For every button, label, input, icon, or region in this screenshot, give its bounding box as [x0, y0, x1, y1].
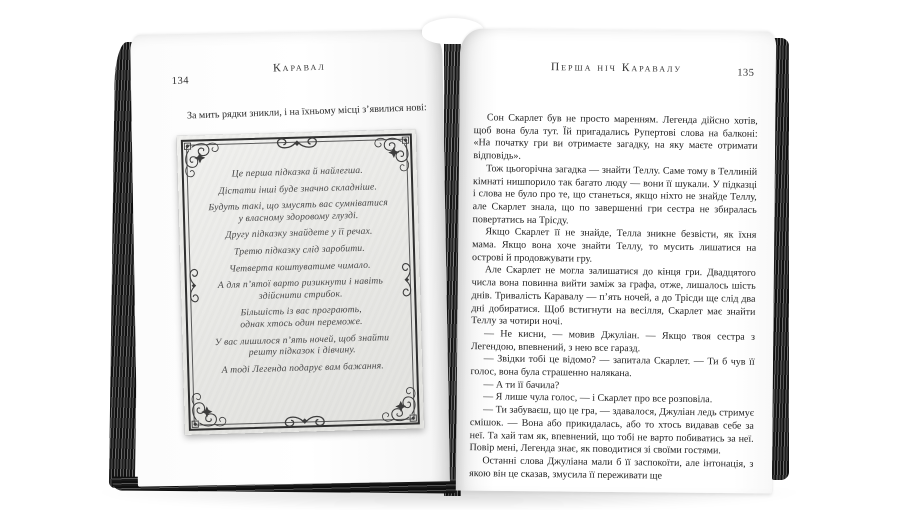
paragraph: Сон Скарлет був не просто маренням. Легенда дійсно хотів, щоб вона була тут. Їй пригадались Рупертові слова на балконі: «На початку гри ви отримаєте загадку, на яку маєте отримати відповідь». — [473, 112, 758, 162]
left-page-content — [126, 27, 454, 490]
paragraph: Якщо Скарлет її не знайде, Телла зникне безвісти, як їхня мама. Якщо вона хоче знайти Теллу, то мусить лишатися на острові й продовжувати гру. — [471, 226, 757, 265]
paragraph: — Ти забуваєш, що це гра, — здавалося, Джуліан ледь стримує смішок. — Вона або прикидалась, або то хтось видавав себе за неї. Та хай там як, впевнений, що тобі не варто побиватись за неї. Повір мені, Легенда знає, як поводитися зі своїми гостями. — [469, 404, 755, 457]
right-page — [456, 28, 776, 493]
right-page-number: 135 — [737, 67, 755, 79]
note-line: Четверта коштуватиме чимало. — [229, 258, 371, 274]
riddle-note-card — [177, 129, 424, 435]
left-page-number: 134 — [171, 75, 190, 88]
corner-flourish-icon — [373, 378, 418, 423]
note-line: У вас лишилося п’ять ночей, щоб знайти — [214, 331, 390, 348]
note-line: Другу підказку знайдете у її речах. — [225, 225, 373, 241]
paragraph: Але Скарлет не могла залишатися до кінця гри. Двадцятого числа вона повинна вийти заміж за графа, отже, лишалось шість днів. Тривалість Каравалу — п’ять ночей, а до Трісди ще слід два дні добиратися. Щоб встигнути на весілля, Скарлет має знайти Теллу за чотири ночі. — [471, 264, 756, 328]
left-running-head: Каравал — [272, 60, 326, 75]
note-stanza — [200, 163, 395, 180]
note-line: А тоді Легенда подарує вам бажання. — [221, 359, 384, 376]
note-line: Дістати інші буде значно складніше. — [218, 180, 378, 196]
right-page-content — [455, 28, 777, 494]
corner-flourish-icon — [190, 383, 235, 428]
note-stanza — [202, 258, 397, 275]
note-line: А для п’ятої варто ризикнути і навіть — [217, 275, 384, 291]
note-stanza — [200, 180, 395, 197]
open-book — [104, 18, 794, 500]
note-stanza — [204, 331, 400, 360]
left-page — [130, 29, 450, 486]
note-stanza — [203, 275, 399, 304]
note-line: здійснити стрибок. — [258, 287, 343, 302]
note-line: Це перша підказка й найлегша. — [231, 164, 363, 180]
right-header-row — [474, 52, 758, 86]
paragraph: Тож цьогорічна загадка — знайти Теллу. Саме тому в Теллиній кімнаті нишпорило так багато люду — вони її шукали. У підказці і слова не було про те, що станеться, якщо ніхто не знайде Теллу, але Скарлет знала, що по завершенні гри сестра не збиралась повертатись на Трісду. — [472, 163, 758, 227]
intro-paragraph: За мить рядки зникли, і на їхньому місці з’явилися нові: — [186, 102, 427, 122]
note-line: Третю підказку слід заробити. — [233, 242, 365, 257]
right-page-paragraphs — [469, 112, 758, 484]
right-running-head: Перша ніч Каравалу — [550, 61, 683, 75]
paragraph: — Не кисни, — мовив Джуліан. — Якщо твоя сестра з Легендою, впевнений, з нею все гаразд. — [470, 328, 756, 354]
note-line: решту підказок і дівчину. — [248, 343, 356, 358]
left-header-row — [171, 51, 428, 90]
paragraph: — Я лише чула голос, — і Скарлет про все розповіла. — [483, 391, 713, 406]
paragraph: — А ти її бачила? — [483, 379, 560, 392]
note-stanza — [204, 303, 400, 332]
paragraph: Останні слова Джуліана мали б її заспокоїти, але інтонація, з якою він це сказав, змусила її переживати ще — [469, 455, 754, 482]
paragraph: — Звідки тобі це відомо? — запитала Скарлет. — Ти б чув її голос, вона була страшенно налякана. — [470, 353, 755, 380]
scroll-flourish-icon — [280, 412, 328, 428]
note-stanza — [201, 197, 397, 226]
note-line: у власному здоровому глузді. — [238, 209, 359, 224]
note-line: однак хтось один переможе. — [240, 315, 363, 330]
note-line: Більшість із вас програють, — [240, 303, 362, 319]
note-stanza — [201, 225, 396, 242]
note-stanza — [202, 241, 397, 258]
note-line: Будуть такі, що змусять вас сумніватися — [208, 196, 389, 213]
riddle-text — [177, 129, 423, 377]
